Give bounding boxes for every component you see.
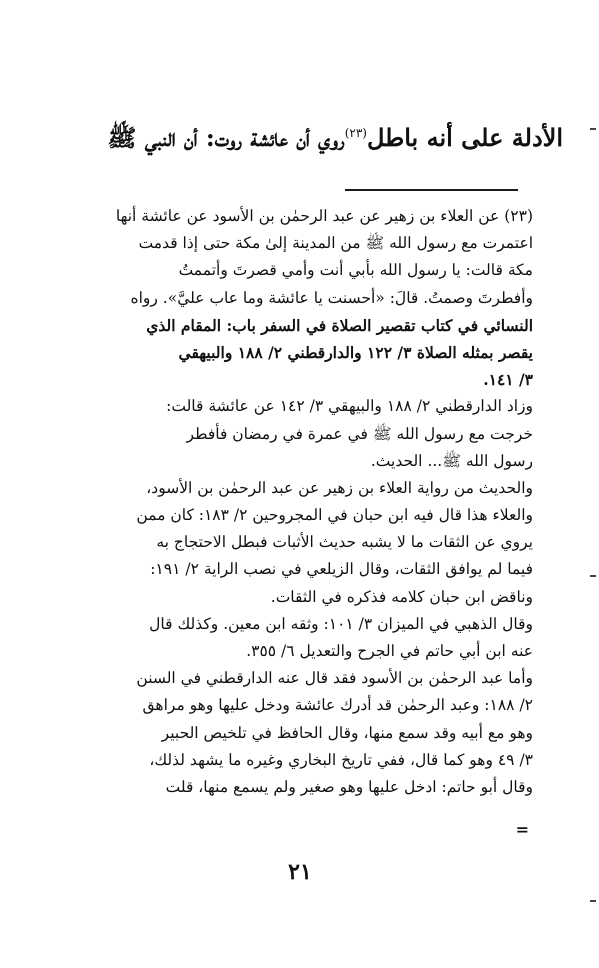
margin-tick-mark	[590, 900, 596, 902]
page-number: ٢١	[288, 859, 312, 885]
margin-tick-mark	[590, 575, 596, 577]
footnote-line: وأفطرتَ وصمتُ. قالَ: «أحسنت يا عائشة وما عاب عليَّ». رواه	[130, 288, 533, 307]
footnote-line: وهو مع أبيه وقد سمع منها، وقال الحافظ في تلخيص الحبير	[161, 723, 533, 742]
footnote-line: وناقض ابن حبان كلامه فذكره في الثقات.	[270, 587, 533, 606]
footnote-line: (٢٣) عن العلاء بن زهير عن عبد الرحمٰن بن الأسود عن عائشة أنها	[115, 207, 533, 225]
heading-text: الأدلة على أنه باطل	[366, 123, 563, 152]
footnote-line: مكة قالت: يا رسول الله بأبي أنت وأمي قصرتَ وأتممتُ	[178, 261, 533, 280]
heading-footnote-reference: (٢٣)	[344, 126, 367, 140]
footnote-line: والعلاء هذا قال فيه ابن حبان في المجروحين ٢/ ١٨٣: كان ممن	[136, 506, 533, 525]
footnote-line: يقصر بمثله الصلاة ٣/ ١٢٢ والدارقطني ٢/ ١٨٨ والبيهقي	[178, 342, 533, 362]
footnote-line: عنه ابن أبي حاتم في الجرح والتعديل ٦/ ٣٥٥.	[246, 642, 533, 660]
heading-text-continued: روي أن عائشة روت: أن النبي ﷺ	[107, 123, 345, 152]
footnote-line: ٢/ ١٨٨: وعبد الرحمٰن قد أدرك عائشة ودخل عليها وهو مراهق	[142, 696, 533, 715]
footnote-line: خرجت مع رسول الله ﷺ في عمرة في رمضان فأفطر	[186, 424, 533, 443]
continuation-mark: =	[515, 820, 529, 839]
footnote-line: وقال أبو حاتم: ادخل عليها وهو صغير ولم يسمع منها، قلت	[165, 777, 533, 796]
footnote-separator-rule	[345, 189, 518, 191]
margin-tick-mark	[590, 128, 596, 130]
footnote-line: اعتمرت مع رسول الله ﷺ من المدينة إلىٰ مكة حتى إذا قدمت	[138, 234, 533, 253]
footnote-line: النسائي في كتاب تقصير الصلاة في السفر باب: المقام الذي	[146, 315, 533, 335]
footnote-line: رسول الله ﷺ... الحديث.	[370, 451, 533, 470]
footnote-line: وأما عبد الرحمٰن بن الأسود فقد قال عنه الدارقطني في السنن	[136, 669, 533, 688]
footnote-line: فيما لم يوافق الثقات، وقال الزيلعي في نصب الراية ٢/ ١٩١:	[150, 560, 533, 579]
footnote-line: وزاد الدارقطني ٢/ ١٨٨ والبيهقي ٣/ ١٤٢ عن عائشة قالت:	[166, 397, 533, 416]
footnote-line: وقال الذهبي في الميزان ٣/ ١٠١: وثقه ابن معين. وكذلك قال	[149, 614, 533, 633]
footnote-line: يروي عن الثقات ما لا يشبه حديث الأثبات فبطل الاحتجاج به	[156, 533, 533, 552]
page-heading	[70, 116, 563, 155]
footnote-line: ٣/ ٤٩ وهو كما قال، ففي تاريخ البخاري وغيره ما يشهد لذلك،	[149, 750, 533, 769]
footnote-block	[61, 203, 533, 801]
footnote-line: والحديث من رواية العلاء بن زهير عن عبد الرحمٰن بن الأسود،	[146, 478, 533, 497]
footnote-line: ٣/ ١٤١.	[483, 370, 533, 390]
